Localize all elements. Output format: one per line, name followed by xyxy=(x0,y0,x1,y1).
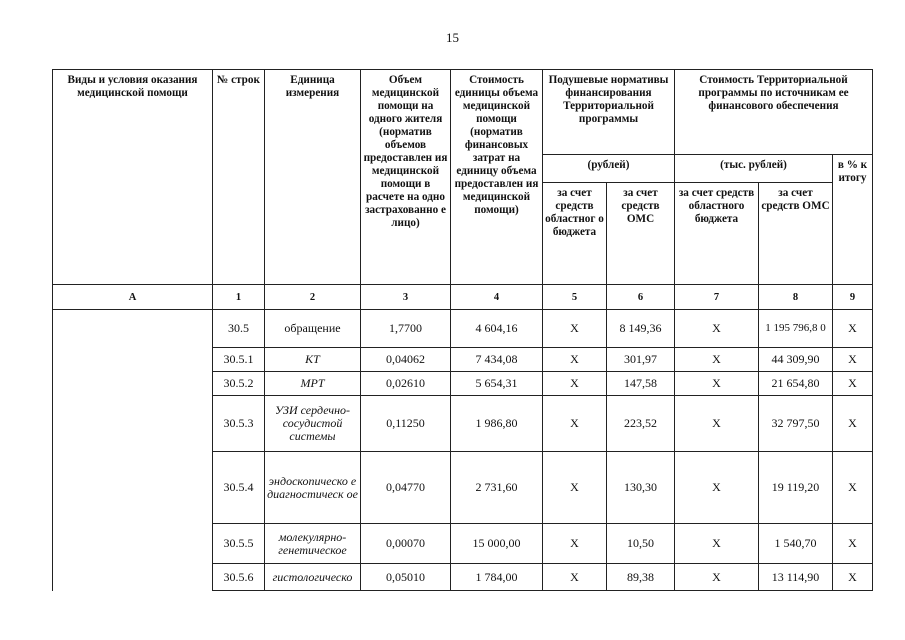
line-cell: 30.5.5 xyxy=(213,524,265,564)
unit-cell: КТ xyxy=(265,348,361,372)
header-rubles: (рублей) xyxy=(543,155,675,183)
c5-cell: Х xyxy=(543,564,607,591)
line-cell: 30.5.1 xyxy=(213,348,265,372)
c7-cell: Х xyxy=(675,524,759,564)
cost-cell: 4 604,16 xyxy=(451,310,543,348)
c6-cell: 147,58 xyxy=(607,372,675,396)
c9-cell: Х xyxy=(833,348,873,372)
c6-cell: 223,52 xyxy=(607,396,675,452)
line-cell: 30.5.3 xyxy=(213,396,265,452)
cost-cell: 1 986,80 xyxy=(451,396,543,452)
volume-cell: 0,04770 xyxy=(361,452,451,524)
c9-cell: Х xyxy=(833,564,873,591)
unit-cell: эндоскопическо е диагностическ ое xyxy=(265,452,361,524)
line-cell: 30.5.4 xyxy=(213,452,265,524)
line-cell: 30.5.2 xyxy=(213,372,265,396)
c7-cell: Х xyxy=(675,310,759,348)
header-program-cost: Стоимость Территориальной программы по источникам ее финансового обеспечения xyxy=(675,70,873,155)
line-cell: 30.5.6 xyxy=(213,564,265,591)
cost-cell: 7 434,08 xyxy=(451,348,543,372)
column-number: А xyxy=(53,285,213,310)
volume-cell: 0,04062 xyxy=(361,348,451,372)
cost-cell: 5 654,31 xyxy=(451,372,543,396)
column-number: 5 xyxy=(543,285,607,310)
column-number: 2 xyxy=(265,285,361,310)
column-number: 8 xyxy=(759,285,833,310)
line-cell: 30.5 xyxy=(213,310,265,348)
c5-cell: Х xyxy=(543,396,607,452)
header-percent-total: в % к итогу xyxy=(833,155,873,285)
c7-cell: Х xyxy=(675,452,759,524)
cost-cell: 1 784,00 xyxy=(451,564,543,591)
unit-cell: УЗИ сердечно-сосудистой системы xyxy=(265,396,361,452)
volume-cell: 1,7700 xyxy=(361,310,451,348)
c9-cell: Х xyxy=(833,372,873,396)
c7-cell: Х xyxy=(675,348,759,372)
column-number: 3 xyxy=(361,285,451,310)
c9-cell: Х xyxy=(833,396,873,452)
c5-cell: Х xyxy=(543,372,607,396)
c8-cell: 13 114,90 xyxy=(759,564,833,591)
unit-cell: обращение xyxy=(265,310,361,348)
volume-cell: 0,05010 xyxy=(361,564,451,591)
c6-cell: 89,38 xyxy=(607,564,675,591)
column-number: 9 xyxy=(833,285,873,310)
page-number: 15 xyxy=(446,30,459,45)
header-volume: Объем медицинской помощи на одного жителя (норматив объемов предоставлен ия медицинской помощи в расчете на одно застрахованно е лицо) xyxy=(361,70,451,285)
unit-cell: МРТ xyxy=(265,372,361,396)
c8-cell: 1 195 796,8 0 xyxy=(759,310,833,348)
header-oms-8: за счет средств ОМС xyxy=(759,183,833,285)
c7-cell: Х xyxy=(675,564,759,591)
c8-cell: 44 309,90 xyxy=(759,348,833,372)
column-number: 7 xyxy=(675,285,759,310)
c9-cell: Х xyxy=(833,452,873,524)
c5-cell: Х xyxy=(543,524,607,564)
header-per-capita-norms: Подушевые нормативы финансирования Территориальной программы xyxy=(543,70,675,155)
kind-cell xyxy=(53,310,213,591)
header-line-number: № строк xyxy=(213,70,265,285)
c9-cell: Х xyxy=(833,310,873,348)
c7-cell: Х xyxy=(675,396,759,452)
c6-cell: 301,97 xyxy=(607,348,675,372)
c6-cell: 10,50 xyxy=(607,524,675,564)
c7-cell: Х xyxy=(675,372,759,396)
header-unit-cost: Стоимость единицы объема медицинской помощи (норматив финансовых затрат на единицу объема предоставлен ия медицинской помощи) xyxy=(451,70,543,285)
c8-cell: 32 797,50 xyxy=(759,396,833,452)
header-regional-budget-7: за счет средств областного бюджета xyxy=(675,183,759,285)
unit-cell: молекулярно-генетическое xyxy=(265,524,361,564)
unit-cell: гистологическо xyxy=(265,564,361,591)
c5-cell: Х xyxy=(543,310,607,348)
column-number: 4 xyxy=(451,285,543,310)
cost-cell: 15 000,00 xyxy=(451,524,543,564)
header-oms-6: за счет средств ОМС xyxy=(607,183,675,285)
header-kind: Виды и условия оказания медицинской помощи xyxy=(53,70,213,285)
table-row xyxy=(53,310,873,348)
column-number: 6 xyxy=(607,285,675,310)
cost-cell: 2 731,60 xyxy=(451,452,543,524)
header-regional-budget-5: за счет средств областног о бюджета xyxy=(543,183,607,285)
c9-cell: Х xyxy=(833,524,873,564)
column-number-row xyxy=(53,285,873,310)
c5-cell: Х xyxy=(543,452,607,524)
header-unit: Единица измерения xyxy=(265,70,361,285)
volume-cell: 0,02610 xyxy=(361,372,451,396)
column-number: 1 xyxy=(213,285,265,310)
volume-cell: 0,11250 xyxy=(361,396,451,452)
c8-cell: 19 119,20 xyxy=(759,452,833,524)
c5-cell: Х xyxy=(543,348,607,372)
volume-cell: 0,00070 xyxy=(361,524,451,564)
c8-cell: 21 654,80 xyxy=(759,372,833,396)
c6-cell: 8 149,36 xyxy=(607,310,675,348)
header-thousand-rubles: (тыс. рублей) xyxy=(675,155,833,183)
financing-table xyxy=(52,69,873,591)
c8-cell: 1 540,70 xyxy=(759,524,833,564)
c6-cell: 130,30 xyxy=(607,452,675,524)
